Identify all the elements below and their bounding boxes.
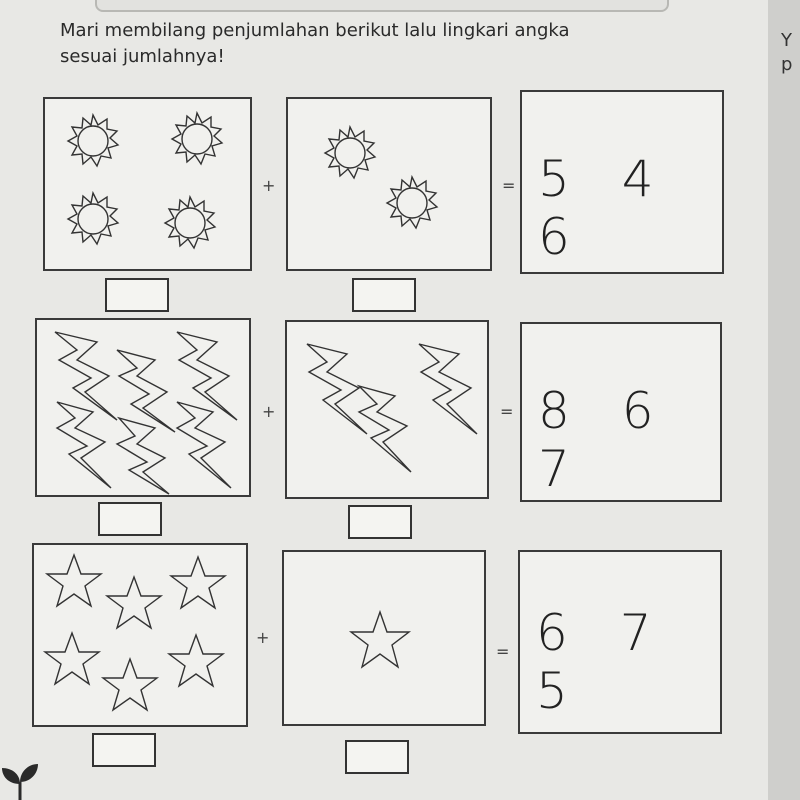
row-1-left-answer-box[interactable] (105, 278, 169, 312)
star-icon (351, 612, 409, 667)
sun-icon (68, 115, 118, 166)
row-2-left-picture-box (35, 318, 251, 497)
equals-sign: = (500, 402, 514, 421)
lightning-icon-group (287, 322, 487, 497)
number-option[interactable]: 7 (538, 440, 588, 498)
row-1-number-options-box (520, 90, 724, 274)
lightning-icon (419, 344, 477, 434)
next-page-text-1: Y (781, 30, 792, 51)
lightning-icon (57, 402, 111, 488)
instruction-line-2: sesuai jumlahnya! (60, 46, 225, 67)
number-option[interactable]: 6 (538, 208, 588, 266)
number-option[interactable]: 6 (621, 382, 672, 440)
sun-icon (165, 197, 215, 248)
number-options (538, 150, 722, 266)
star-icon (107, 577, 161, 628)
sun-icon-group (45, 99, 250, 269)
equals-sign: = (502, 176, 516, 195)
equals-sign: = (496, 642, 510, 661)
sun-icon (325, 127, 375, 178)
lightning-icon (307, 344, 367, 434)
number-options (536, 604, 720, 720)
star-icon (47, 555, 101, 606)
sun-icon-group (288, 99, 490, 269)
next-page-text-2: p (781, 54, 793, 75)
lightning-icon-group (37, 320, 249, 495)
lightning-icon (177, 332, 237, 420)
row-3-right-answer-box[interactable] (345, 740, 409, 774)
number-option[interactable]: 7 (619, 604, 670, 662)
lightning-icon (55, 332, 117, 420)
star-icon (103, 659, 157, 710)
sun-icon (68, 193, 118, 244)
number-option[interactable]: 4 (621, 150, 672, 208)
row-2-number-options-box (520, 322, 722, 502)
plus-sign: + (262, 402, 276, 421)
row-1-right-answer-box[interactable] (352, 278, 416, 312)
star-icon (45, 633, 99, 684)
next-page-edge (768, 0, 800, 800)
star-icon-group (284, 552, 484, 724)
number-option[interactable]: 6 (536, 604, 586, 662)
lightning-icon (117, 418, 169, 494)
row-2-left-answer-box[interactable] (98, 502, 162, 536)
plus-sign: + (262, 176, 276, 195)
row-3-right-picture-box (282, 550, 486, 726)
row-1-right-picture-box (286, 97, 492, 271)
row-3-number-options-box (518, 550, 722, 734)
row-3-left-answer-box[interactable] (92, 733, 156, 767)
star-icon-group (34, 545, 246, 725)
header-tab (95, 0, 669, 12)
row-2-right-answer-box[interactable] (348, 505, 412, 539)
instruction-line-1: Mari membilang penjumlahan berikut lalu lingkari angka (60, 20, 570, 41)
lightning-icon (177, 402, 231, 488)
sprout-icon (0, 758, 40, 800)
sun-icon (172, 113, 222, 164)
instruction-text (60, 18, 700, 70)
row-2-right-picture-box (285, 320, 489, 499)
lightning-icon (359, 386, 411, 472)
row-3-left-picture-box (32, 543, 248, 727)
number-option[interactable]: 5 (538, 150, 588, 208)
star-icon (171, 557, 225, 608)
star-icon (169, 635, 223, 686)
number-options (538, 382, 720, 498)
row-1-left-picture-box (43, 97, 252, 271)
number-option[interactable]: 5 (536, 662, 586, 720)
sun-icon (387, 177, 437, 228)
number-option[interactable]: 8 (538, 382, 588, 440)
plus-sign: + (256, 628, 270, 647)
